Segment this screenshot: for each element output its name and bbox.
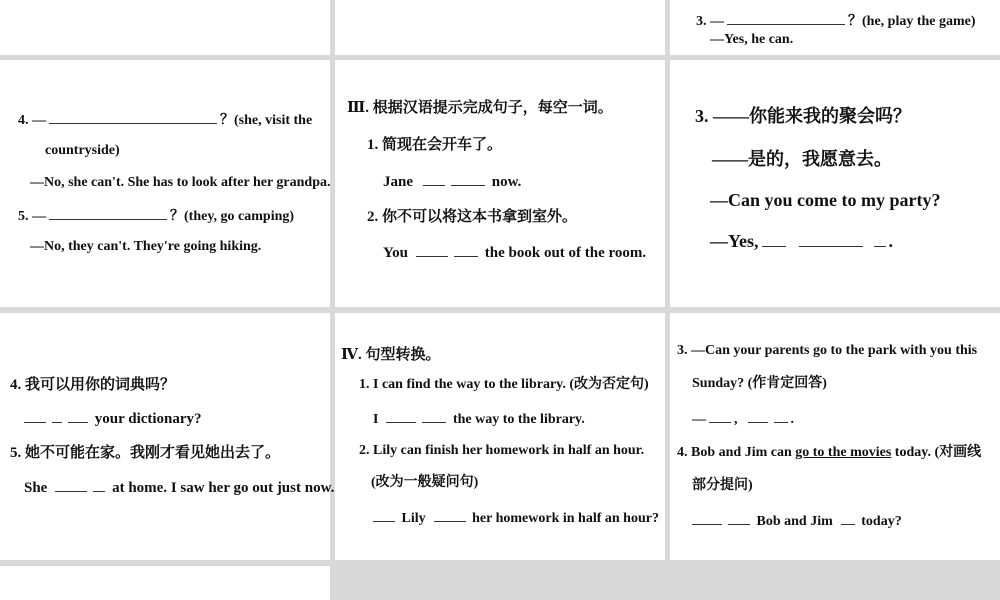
question-1-en: I the way to the library. <box>373 408 585 430</box>
panel-mid-center <box>335 60 665 307</box>
question-5-answer: —No, they can't. They're going hiking. <box>30 239 262 254</box>
answer-blank[interactable] <box>423 171 445 186</box>
answer-blank[interactable] <box>24 408 46 423</box>
answer-blank[interactable] <box>434 507 466 522</box>
section-title: Ⅲ. 根据汉语提示完成句子，每空一词。 <box>347 100 613 116</box>
panel-mid-left <box>0 60 330 307</box>
question-3-answer: — , . <box>692 408 794 430</box>
question-2-cn: 2. 你不可以将这本书拿到室外。 <box>367 209 578 225</box>
answer-blank[interactable] <box>422 408 446 423</box>
underlined-phrase: go to the movies <box>795 445 892 460</box>
panel-top-center <box>335 0 665 55</box>
answer-blank[interactable] <box>373 507 395 522</box>
answer-blank[interactable] <box>49 205 167 220</box>
answer-blank[interactable] <box>386 408 416 423</box>
question-1-en: Jane now. <box>383 171 521 192</box>
question-2-en: You the book out of the room. <box>383 242 646 263</box>
answer-blank[interactable] <box>692 510 722 525</box>
panel-bottom-left <box>0 313 335 560</box>
question-2-en: Lily her homework in half an hour? <box>373 507 659 529</box>
answer-blank[interactable] <box>874 232 886 247</box>
answer-blank[interactable] <box>762 232 786 247</box>
question-2-hint: (改为一般疑问句) <box>371 475 479 490</box>
question-4-answer: Bob and Jim today? <box>692 510 902 532</box>
question-4-cont: 部分提问) <box>692 478 753 493</box>
question-3-cn-answer: ——是的，我愿意去。 <box>712 149 892 169</box>
question-5-en: She at home. I saw her go out just now. <box>24 477 334 498</box>
section-title: Ⅳ. 句型转换。 <box>341 347 441 363</box>
answer-blank[interactable] <box>841 510 855 525</box>
question-4: 4. Bob and Jim can go to the movies today. (对画线 <box>677 445 982 460</box>
answer-blank[interactable] <box>728 510 750 525</box>
answer-blank[interactable] <box>93 477 105 492</box>
question-1: 1. I can find the way to the library. (改为否定句) <box>359 377 649 392</box>
question-3: 3. —Can your parents go to the park with you this <box>677 343 978 358</box>
question-3-en: —Can you come to my party? <box>710 190 941 210</box>
question-3-en-answer: —Yes, . <box>710 231 893 251</box>
panel-footer-left <box>0 566 330 600</box>
question-4-cn: 4. 我可以用你的词典吗？ <box>10 377 176 393</box>
question-3-answer: —Yes, he can. <box>710 32 794 47</box>
answer-blank[interactable] <box>748 408 768 423</box>
question-4-en: your dictionary? <box>24 408 202 429</box>
answer-blank[interactable] <box>451 171 485 186</box>
answer-blank[interactable] <box>416 242 448 257</box>
panel-top-left <box>0 0 330 55</box>
question-4-line: 4. — ？(she, visit the <box>18 109 312 131</box>
panel-top-right <box>670 0 1000 55</box>
panel-mid-right <box>670 60 1000 307</box>
question-5-cn: 5. 她不可能在家。我刚才看见她出去了。 <box>10 445 281 461</box>
panel-bottom-right <box>670 313 1000 560</box>
question-3-line: 3. — ？(he, play the game) <box>696 10 976 32</box>
answer-blank[interactable] <box>709 408 731 423</box>
question-2: 2. Lily can finish her homework in half an hour. <box>359 443 645 458</box>
answer-blank[interactable] <box>727 10 845 25</box>
answer-blank[interactable] <box>52 408 62 423</box>
answer-blank[interactable] <box>49 109 217 124</box>
question-4-answer: —No, she can't. She has to look after her grandpa. <box>30 175 331 190</box>
answer-blank[interactable] <box>774 408 788 423</box>
question-4-hint-cont: countryside) <box>45 143 120 158</box>
question-3-cn: 3. ——你能来我的聚会吗？ <box>695 106 911 126</box>
question-1-cn: 1. 简现在会开车了。 <box>367 137 503 153</box>
answer-blank[interactable] <box>799 232 863 247</box>
answer-blank[interactable] <box>55 477 87 492</box>
question-5-line: 5. — ？(they, go camping) <box>18 205 294 227</box>
question-3-cont: Sunday? (作肯定回答) <box>692 376 827 391</box>
answer-blank[interactable] <box>454 242 478 257</box>
panel-bottom-center <box>335 313 665 560</box>
answer-blank[interactable] <box>68 408 88 423</box>
